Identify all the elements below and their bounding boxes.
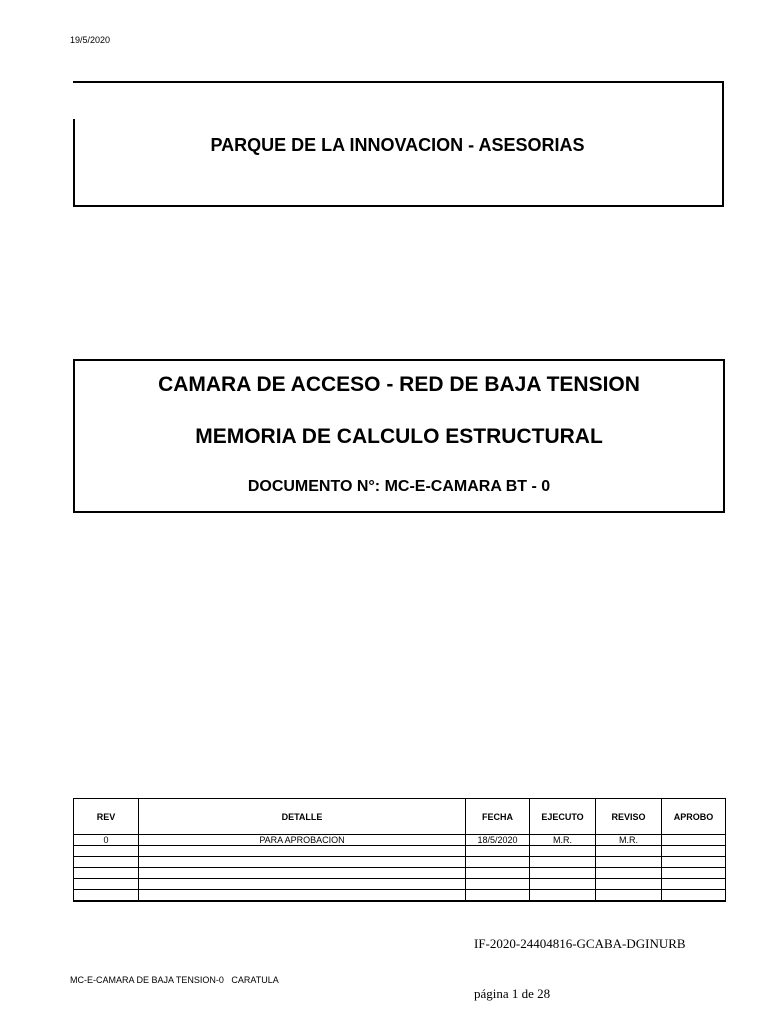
box-left-border bbox=[73, 119, 75, 207]
cell-fecha bbox=[466, 890, 530, 902]
document-subtitle: MEMORIA DE CALCULO ESTRUCTURAL bbox=[195, 425, 603, 448]
cell-detalle bbox=[139, 857, 466, 868]
cell-detalle bbox=[139, 879, 466, 890]
cell-aprobo bbox=[662, 890, 726, 902]
cell-rev bbox=[74, 890, 139, 902]
cell-reviso bbox=[596, 879, 662, 890]
footer-file-name: MC-E-CAMARA DE BAJA TENSION-0 CARATULA bbox=[70, 975, 279, 985]
cell-fecha bbox=[466, 857, 530, 868]
cell-rev bbox=[74, 868, 139, 879]
table-row bbox=[74, 879, 726, 890]
cell-fecha bbox=[466, 879, 530, 890]
cell-fecha bbox=[466, 868, 530, 879]
cell-aprobo bbox=[662, 846, 726, 857]
cell-rev: 0 bbox=[74, 835, 139, 846]
cell-ejecuto bbox=[530, 890, 596, 902]
cell-reviso bbox=[596, 857, 662, 868]
print-date: 19/5/2020 bbox=[70, 35, 111, 45]
header-detalle: DETALLE bbox=[139, 799, 466, 835]
table-row bbox=[74, 846, 726, 857]
header-reviso: REVISO bbox=[596, 799, 662, 835]
cell-ejecuto bbox=[530, 846, 596, 857]
table-header-row bbox=[74, 799, 726, 835]
page-number: página 1 de 28 bbox=[474, 986, 551, 1001]
header-aprobo: APROBO bbox=[662, 799, 726, 835]
cell-reviso: M.R. bbox=[596, 835, 662, 846]
document-number: DOCUMENTO N°: MC-E-CAMARA BT - 0 bbox=[247, 478, 551, 495]
cell-ejecuto: M.R. bbox=[530, 835, 596, 846]
header-ejecuto: EJECUTO bbox=[530, 799, 596, 835]
project-title-box bbox=[73, 81, 724, 207]
cell-detalle bbox=[139, 846, 466, 857]
cell-fecha: 18/5/2020 bbox=[466, 835, 530, 846]
cell-reviso bbox=[596, 846, 662, 857]
cell-ejecuto bbox=[530, 868, 596, 879]
project-title: PARQUE DE LA INNOVACION - ASESORIAS bbox=[210, 135, 585, 155]
cell-aprobo bbox=[662, 879, 726, 890]
revision-table bbox=[73, 798, 726, 902]
document-reference: IF-2020-24404816-GCABA-DGINURB bbox=[474, 936, 686, 951]
header-fecha: FECHA bbox=[466, 799, 530, 835]
cell-fecha bbox=[466, 846, 530, 857]
cell-rev bbox=[74, 879, 139, 890]
cell-ejecuto bbox=[530, 879, 596, 890]
cell-reviso bbox=[596, 890, 662, 902]
cell-aprobo bbox=[662, 857, 726, 868]
cell-aprobo bbox=[662, 835, 726, 846]
document-title: CAMARA DE ACCESO - RED DE BAJA TENSION bbox=[158, 373, 640, 396]
cell-rev bbox=[74, 846, 139, 857]
cell-reviso bbox=[596, 868, 662, 879]
table-row bbox=[74, 857, 726, 868]
table-row bbox=[74, 890, 726, 902]
cell-detalle: PARA APROBACION bbox=[139, 835, 466, 846]
table-row bbox=[74, 868, 726, 879]
cell-ejecuto bbox=[530, 857, 596, 868]
table-row bbox=[74, 835, 726, 846]
document-title-box bbox=[73, 359, 725, 513]
cell-detalle bbox=[139, 868, 466, 879]
cell-aprobo bbox=[662, 868, 726, 879]
header-rev: REV bbox=[74, 799, 139, 835]
cell-detalle bbox=[139, 890, 466, 902]
cell-rev bbox=[74, 857, 139, 868]
